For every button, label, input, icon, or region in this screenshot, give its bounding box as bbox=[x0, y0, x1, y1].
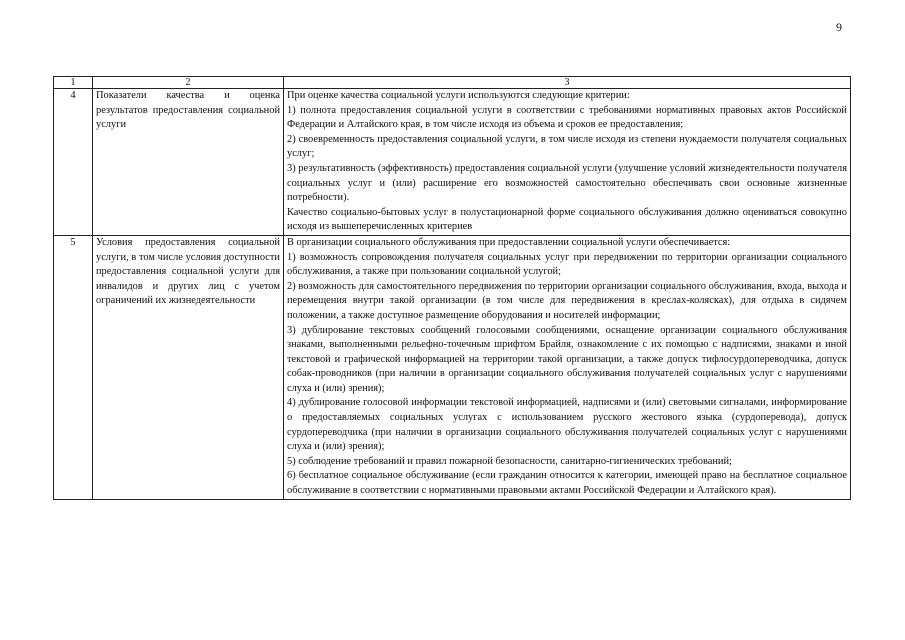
standard-table bbox=[53, 76, 851, 500]
content-paragraph: Качество социально-бытовых услуг в полустационарной форме социального обслуживания должно оцениваться совокупно исходя из вышеперечисленных критериев bbox=[287, 206, 847, 233]
row-content bbox=[284, 235, 851, 499]
column-number-3: 3 bbox=[284, 77, 851, 89]
content-paragraph: 3) результативность (эффективность) предоставления социальной услуги (улучшение условий жизнедеятельности получателя социальных услуг и (или) расширение его возможностей самостоятельно обеспечивать свои основные жизненные потребности). bbox=[287, 162, 847, 204]
table-row bbox=[54, 235, 851, 499]
page-number: 9 bbox=[836, 20, 842, 34]
row-content bbox=[284, 89, 851, 236]
table-row bbox=[54, 89, 851, 236]
content-paragraph: При оценке качества социальной услуги используются следующие критерии: bbox=[287, 90, 630, 101]
content-paragraph: 1) полнота предоставления социальной услуги в соответствии с требованиями нормативных правовых актов Российской Федерации и Алтайского края, в том числе исходя из объема и сроков ее предоставления; bbox=[287, 104, 847, 131]
content-paragraph: 4) дублирование голосовой информации текстовой информацией, надписями и (или) световыми сигналами, информирование о предоставляемых социальных услугах с использованием русского жестового языка (сурдоперевода), допуск сурдопереводчика (при наличии в организации социального обслуживания получателей социальных услуг с нарушениями слуха и (или) зрения); bbox=[287, 397, 847, 453]
content-paragraph: 1) возможность сопровождения получателя социальных услуг при передвижении по территории организации социального обслуживания, а также при пользовании социальной услугой; bbox=[287, 251, 847, 278]
content-paragraph: В организации социального обслуживания при предоставлении социальной услуги обеспечивается: bbox=[287, 236, 731, 248]
content-paragraph: 3) дублирование текстовых сообщений голосовыми сообщениями, оснащение организации социального обслуживания знаками, выполненными рельефно-точечным шрифтом Брайля, ознакомление с их помощью с надписями, знаками и иной текстовой и графической информацией на территории такой организации, а также допуск тифлосурдопереводчика, допуск собак-проводников (при наличии в организации социального обслуживания получателей социальных услуг с нарушениями слуха и (или) зрения); bbox=[287, 324, 847, 394]
row-name: Показатели качества и оценка результатов предоставления социальной услуги bbox=[93, 89, 284, 236]
content-paragraph: 2) своевременность предоставления социальной услуги, в том числе исходя из степени нуждаемости получателя социальных услуг; bbox=[287, 133, 847, 160]
column-number-1: 1 bbox=[54, 77, 93, 89]
row-name: Условия предоставления социальной услуги, в том числе условия доступности предоставления социальной услуги для инвалидов и других лиц с учетом ограничений их жизнедеятельности bbox=[93, 235, 284, 499]
column-number-2: 2 bbox=[93, 77, 284, 89]
content-paragraph: 5) соблюдение требований и правил пожарной безопасности, санитарно-гигиенических требований; bbox=[287, 455, 732, 467]
content-paragraph: 6) бесплатное социальное обслуживание (если гражданин относится к категории, имеющей право на бесплатное социальное обслуживание в соответствии с нормативными правовыми актами Российской Федерации и Алтайского края). bbox=[287, 470, 847, 497]
row-number: 4 bbox=[54, 89, 93, 236]
table-header-row bbox=[54, 77, 851, 89]
row-number: 5 bbox=[54, 235, 93, 499]
content-paragraph: 2) возможность для самостоятельного передвижения по территории организации социального обслуживания, входа, выхода и перемещения внутри такой организации (в том числе для передвижения в креслах-колясках), для отдыха в сидячем положении, а также доступное размещение оборудования и носителей информации; bbox=[287, 280, 847, 321]
